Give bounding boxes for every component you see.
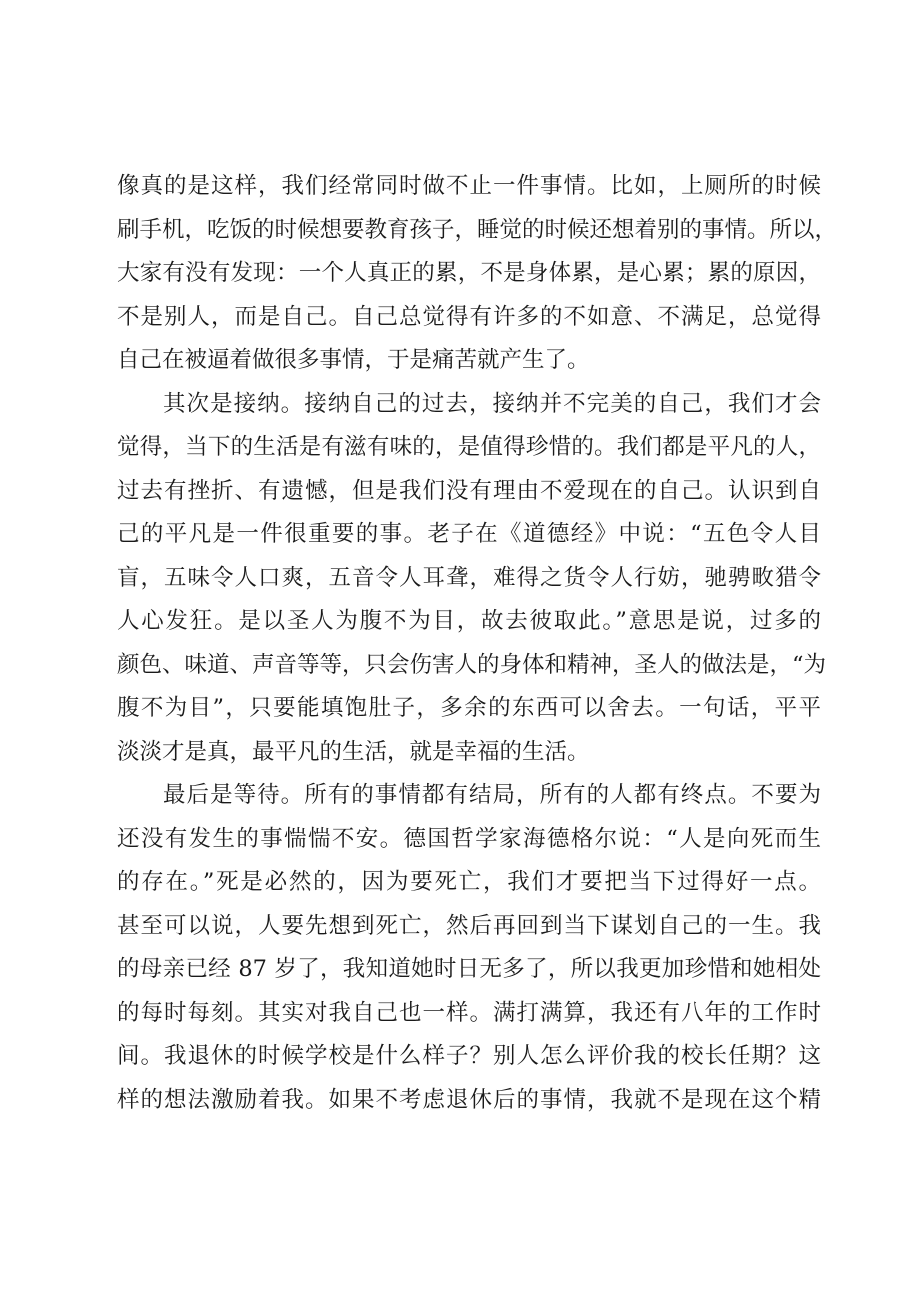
text-line: 自己在被逼着做很多事情，于是痛苦就产生了。 [117,347,590,373]
text-line: 的每时每刻。其实对我自己也一样。满打满算，我还有八年的工作时 [117,999,821,1026]
text-line: 刷手机，吃饭的时候想要教育孩子，睡觉的时候还想着别的事情。所以， [117,216,838,243]
body-text [117,165,838,1122]
text-line: 淡淡才是真，最平凡的生活，就是幸福的生活。 [117,738,590,765]
text-line: 的存在。”死是必然的，因为要死亡，我们才要把当下过得好一点。 [117,869,821,895]
text-line: 盲，五味令人口爽，五音令人耳聋，难得之货令人行妨，驰骋畋猎令 [117,564,821,591]
text-line: 其次是接纳。接纳自己的过去，接纳并不完美的自己，我们才会 [163,390,821,417]
text-line: 样的想法激励着我。如果不考虑退休后的事情，我就不是现在这个精 [117,1086,821,1113]
text-line: 像真的是这样，我们经常同时做不止一件事情。比如，上厕所的时候 [117,173,821,199]
text-line: 颜色、味道、声音等等，只会伤害人的身体和精神，圣人的做法是，“为 [117,651,827,678]
text-line: 大家有没有发现：一个人真正的累，不是身体累，是心累；累的原因， [117,260,821,286]
text-line: 的母亲已经 87 岁了，我知道她时日无多了，所以我更加珍惜和她相处 [117,956,821,982]
text-line: 过去有挫折、有遗憾，但是我们没有理由不爱现在的自己。认识到自 [117,477,821,504]
text-line: 间。我退休的时候学校是什么样子？别人怎么评价我的校长任期？这 [117,1043,821,1069]
text-line: 甚至可以说，人要先想到死亡，然后再回到当下谋划自己的一生。我 [117,912,821,939]
text-line: 不是别人，而是自己。自己总觉得有许多的不如意、不满足，总觉得 [117,303,821,330]
text-line: 腹不为目”，只要能填饱肚子，多余的东西可以舍去。一句话，平平 [117,695,821,721]
text-line: 人心发狂。是以圣人为腹不为目，故去彼取此。”意思是说，过多的 [117,608,821,634]
text-line: 己的平凡是一件很重要的事。老子在《道德经》中说：“五色令人目 [117,521,821,547]
text-line: 觉得，当下的生活是有滋有味的，是值得珍惜的。我们都是平凡的人， [117,434,821,460]
text-line: 还没有发生的事惴惴不安。德国哲学家海德格尔说：“人是向死而生 [117,825,821,852]
text-line: 最后是等待。所有的事情都有结局，所有的人都有终点。不要为 [163,782,821,808]
